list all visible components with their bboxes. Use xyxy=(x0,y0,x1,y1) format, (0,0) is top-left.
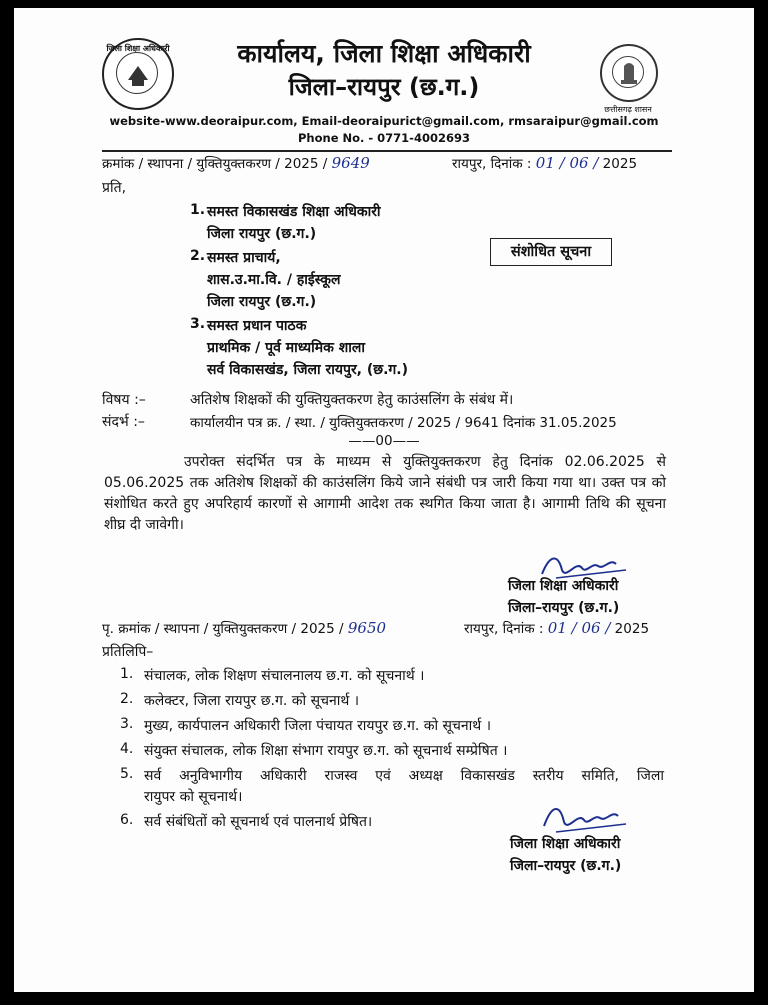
logo-text: जिला शिक्षा अधिकारी xyxy=(106,44,170,53)
recipient-3-line-1: समस्त प्रधान पाठक xyxy=(207,318,307,334)
copy-item-4-num: 4. xyxy=(120,741,134,757)
recipient-2-num: 2. xyxy=(190,248,206,264)
copy-date-year: 2025 xyxy=(614,621,650,637)
signature-1-place: जिला–रायपुर (छ.ग.) xyxy=(508,600,620,616)
copy-label: प्रतिलिपि– xyxy=(102,644,154,660)
copy-item-6: सर्व संबंधितों को सूचनार्थ एवं पालनार्थ प्रेषित। xyxy=(144,814,373,830)
signature-block-1 xyxy=(506,548,646,618)
copy-item-2-num: 2. xyxy=(120,691,134,707)
date-label: रायपुर, दिनांक : xyxy=(452,156,532,172)
date-year: 2025 xyxy=(602,156,638,172)
recipient-2-line-3: जिला रायपुर (छ.ग.) xyxy=(207,294,317,310)
recipient-2-line-1: समस्त प्राचार्य, xyxy=(207,250,281,266)
copy-item-2: कलेक्टर, जिला रायपुर छ.ग. को सूचनार्थ । xyxy=(144,693,360,709)
copy-item-6-num: 6. xyxy=(120,812,134,828)
recipient-1-num: 1. xyxy=(190,202,206,218)
header-divider xyxy=(102,150,672,152)
letter-page xyxy=(14,8,754,992)
copy-ref-printed: पृ. क्रमांक / स्थापना / युक्तियुक्तकरण / 2025 / xyxy=(102,621,344,637)
copy-ref-handwritten: 9650 xyxy=(347,619,387,637)
letter-ref-number xyxy=(102,154,370,172)
copy-item-4: संयुक्त संचालक, लोक शिक्षा संभाग रायपुर छ.ग. को सूचनार्थ सम्प्रेषित । xyxy=(144,743,508,759)
copy-item-3: मुख्य, कार्यपालन अधिकारी जिला पंचायत रायपुर छ.ग. को सूचनार्थ । xyxy=(144,718,492,734)
phone-line: Phone No. - 0771-4002693 xyxy=(298,131,470,145)
contact-line: website-www.deoraipur.com, Email-deoraipurict@gmail.com, rmsaraipur@gmail.com xyxy=(109,114,659,128)
letter-date xyxy=(452,154,637,172)
signature-2-title: जिला शिक्षा अधिकारी xyxy=(510,836,621,852)
emblem-caption: छत्तीसगढ़ शासन xyxy=(604,105,652,114)
signature-2-place: जिला–रायपुर (छ.ग.) xyxy=(510,858,622,874)
subject-label: विषय :– xyxy=(102,392,146,408)
revised-notice-badge: संशोधित सूचना xyxy=(490,238,612,266)
to-label: प्रति, xyxy=(102,180,127,196)
copy-item-5-continued: रायुपर को सूचनार्थ। xyxy=(144,789,243,805)
office-location: जिला–रायपुर (छ.ग.) xyxy=(288,73,480,101)
recipient-3-line-2: प्राथमिक / पूर्व माध्यमिक शाला xyxy=(207,340,366,356)
recipient-1-line-1: समस्त विकासखंड शिक्षा अधिकारी xyxy=(207,204,381,220)
copy-item-5: सर्व अनुविभागीय अधिकारी राजस्व एवं अध्यक्ष विकासखंड स्तरीय समिति, जिला xyxy=(144,768,664,784)
signature-1-title: जिला शिक्षा अधिकारी xyxy=(508,578,619,594)
copy-item-5-num: 5. xyxy=(120,766,134,782)
body-paragraph xyxy=(104,452,666,536)
recipient-1-line-2: जिला रायपुर (छ.ग.) xyxy=(207,226,317,242)
date-handwritten: 01 / 06 / xyxy=(535,154,599,172)
recipient-3-line-3: सर्व विकासखंड, जिला रायपुर, (छ.ग.) xyxy=(207,362,408,378)
copy-date-label: रायपुर, दिनांक : xyxy=(464,621,544,637)
copy-item-3-num: 3. xyxy=(120,716,134,732)
office-title: कार्यालय, जिला शिक्षा अधिकारी xyxy=(237,39,531,68)
separator: ——00—— xyxy=(348,433,420,449)
reference-text: कार्यालयीन पत्र क्र. / स्था. / युक्तियुक्तकरण / 2025 / 9641 दिनांक 31.05.2025 xyxy=(190,415,617,431)
copy-item-1: संचालक, लोक शिक्षण संचालनालय छ.ग. को सूचनार्थ । xyxy=(144,668,425,684)
copy-date xyxy=(464,619,649,637)
subject-text: अतिशेष शिक्षकों की युक्तियुक्तकरण हेतु काउंसलिंग के संबंध में। xyxy=(190,392,514,408)
ref-printed: क्रमांक / स्थापना / युक्तियुक्तकरण / 2025 / xyxy=(102,156,328,172)
copy-ref-number xyxy=(102,619,386,637)
copy-date-handwritten: 01 / 06 / xyxy=(547,619,611,637)
reference-label: संदर्भ :– xyxy=(102,414,145,430)
signature-block-2 xyxy=(508,798,648,878)
ref-handwritten: 9649 xyxy=(331,154,370,172)
body-text: उपरोक्त संदर्भित पत्र के माध्यम से युक्तियुक्तकरण हेतु दिनांक 02.06.2025 से 05.06.2025 तक अतिशेष शिक्षकों की काउंसलिंग किये जाने संबंधी पत्र जारी किया गया था। उक्त पत्र को संशोधित करते हुए अपरिहार्य कारणों से आगामी आदेश तक स्थगित किया जाता है। आगामी तिथि की सूचना शीघ्र दी जावेगी। xyxy=(104,454,666,533)
recipient-3-num: 3. xyxy=(190,316,206,332)
copy-item-1-num: 1. xyxy=(120,666,134,682)
recipient-2-line-2: शास.उ.मा.वि. / हाईस्कूल xyxy=(207,272,341,288)
